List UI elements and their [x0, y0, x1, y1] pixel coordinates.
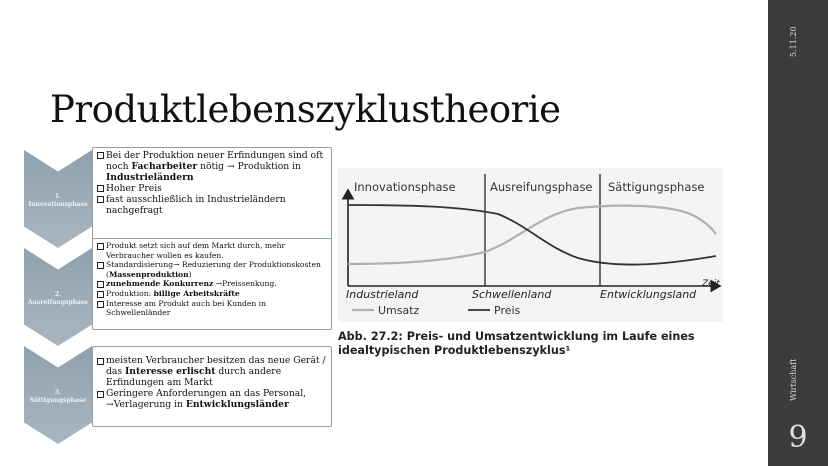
phase-2-box: [92, 238, 332, 330]
page-number: 9: [788, 420, 808, 455]
legend-preis-label: Preis: [494, 304, 521, 317]
phase-label-innovation: Innovationsphase: [354, 180, 456, 194]
phase-1-item: Hoher Preis: [97, 183, 327, 194]
phase-3-item: Geringere Anforderungen an das Personal, →Verlagerung in Entwicklungsländer: [97, 388, 327, 410]
slide-topic: Wirtschaft: [789, 358, 798, 402]
phase-2-item: Produktion: billige Arbeitskräfte: [97, 289, 327, 299]
phase-2-item: zunehmende Konkurrenz →Preissenkung.: [97, 279, 327, 289]
phase-1-item: fast ausschließlich in Industrieländern nachgefragt: [97, 194, 327, 216]
lifecycle-chart: [338, 168, 723, 322]
phase-label-ausreifung: Ausreifungsphase: [490, 180, 593, 194]
country-label-schwellenland: Schwellenland: [472, 288, 552, 301]
phase-1-item: Bei der Produktion neuer Erfindungen sind oft noch Facharbeiter nötig → Produktion in Industrieländern: [97, 150, 327, 183]
phase-1-box: [92, 147, 332, 247]
legend-umsatz-label: Umsatz: [378, 304, 420, 317]
phase-2-item: Standardisierung→ Reduzierung der Produktionskosten (Massenproduktion): [97, 260, 327, 279]
phase-2-item: Produkt setzt sich auf dem Markt durch, mehr Verbraucher wollen es kaufen.: [97, 241, 327, 260]
page-title: Produktlebenszyklustheorie: [50, 88, 561, 131]
series-preis-line: [348, 205, 716, 265]
figure-caption: Abb. 27.2: Preis- und Umsatzentwicklung im Laufe eines idealtypischen Produktlebenszyklus¹: [338, 330, 695, 357]
product-lifecycle-figure: [338, 168, 723, 322]
phase-1-label: 1. Innovationsphase: [28, 193, 88, 208]
phase-label-saettigung: Sättigungsphase: [608, 180, 705, 194]
phase-2-item: Interesse am Produkt auch bei Kunden in Schwellenländer: [97, 299, 327, 318]
phase-3-item: meisten Verbraucher besitzen das neue Gerät / das Interesse erlischt durch andere Erfindungen am Markt: [97, 355, 327, 388]
country-label-entwicklungsland: Entwicklungsland: [600, 288, 697, 301]
phase-2-label: 2. Ausreifungsphase: [27, 291, 89, 306]
series-umsatz-line: [348, 206, 716, 264]
phase-3-label: 3. Sättigungsphase: [29, 389, 87, 404]
phase-3-box: [92, 346, 332, 427]
slide-date: 5.11.20: [789, 26, 798, 58]
country-label-industrieland: Industrieland: [346, 288, 419, 301]
x-axis-label: Zeit: [702, 279, 720, 289]
